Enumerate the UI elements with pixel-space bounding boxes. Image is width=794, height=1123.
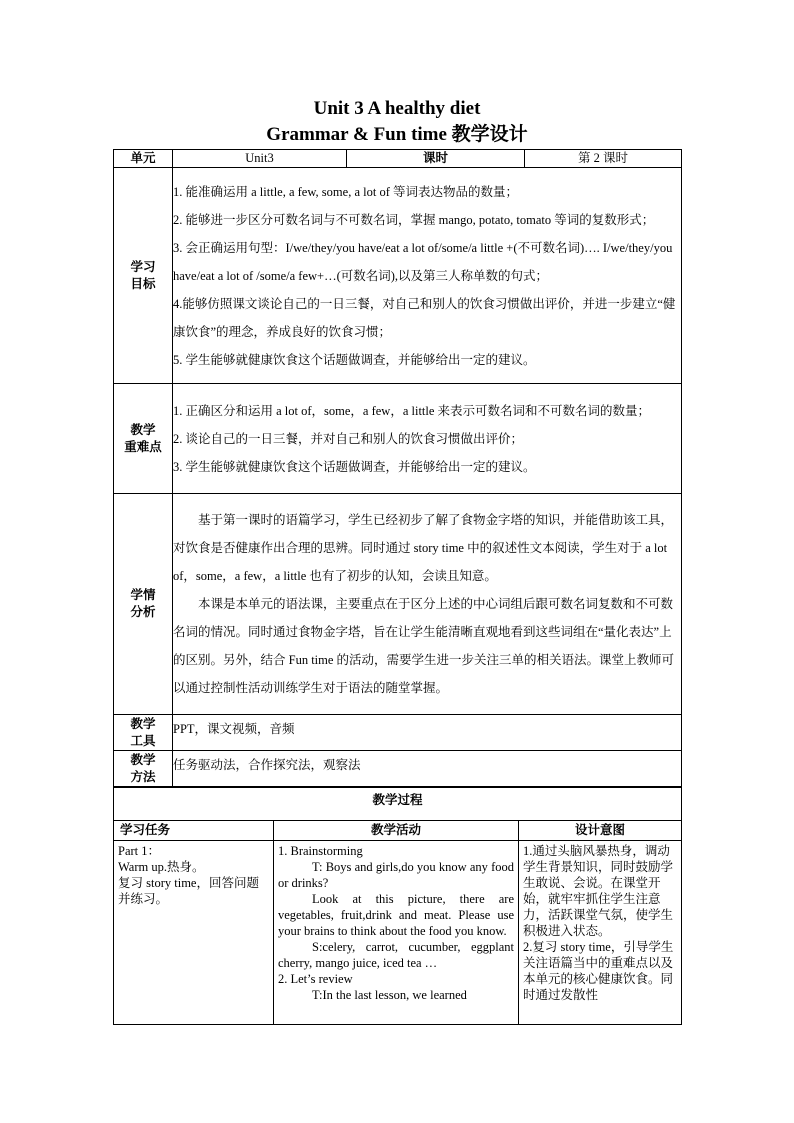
activity-line: S:celery, carrot, cucumber, eggplant cherry, mango juice, iced tea … bbox=[278, 940, 514, 970]
objective-item: 4.能够仿照课文谈论自己的一日三餐，对自己和别人的饮食习惯做出评价，并进一步建立“健康饮食”的理念，养成良好的饮食习惯； bbox=[173, 296, 676, 339]
process-table bbox=[113, 820, 682, 1025]
activities-cell bbox=[274, 841, 519, 1025]
lesson-plan-table bbox=[113, 149, 682, 787]
tools-label: 教学 工具 bbox=[114, 715, 173, 751]
activity-line: T:In the last lesson, we learned bbox=[312, 988, 467, 1002]
document-subtitle: Grammar & Fun time 教学设计 bbox=[266, 124, 528, 145]
objective-item: 5. 学生能够就健康饮食这个话题做调查，并能够给出一定的建议。 bbox=[173, 352, 536, 367]
activity-step-title: 2. Let’s review bbox=[278, 972, 353, 986]
unit-value: Unit3 bbox=[173, 150, 347, 168]
objective-item: 2. 能够进一步区分可数名词与不可数名词，掌握 mango, potato, tomato 等词的复数形式； bbox=[173, 212, 655, 227]
objectives-content bbox=[173, 168, 682, 384]
objective-item: 3. 会正确运用句型：I/we/they/you have/eat a lot of/some/a little +(不可数名词)…. I/we/they/you have/eat a lot of /some/a few+…(可数名词),以及第三人称单数的句式； bbox=[173, 240, 673, 283]
task-line: 复习 story time，回答问题并练习。 bbox=[118, 876, 259, 906]
col-activities: 教学活动 bbox=[274, 821, 519, 841]
key-points-label: 教学 重难点 bbox=[114, 384, 173, 494]
intent-paragraph: 2.复习 story time，引导学生关注语篇当中的重难点以及本单元的核心健康饮食。同时通过发散性 bbox=[523, 940, 674, 1002]
header-row bbox=[114, 150, 682, 168]
intent-cell bbox=[519, 841, 682, 1025]
process-row-part1 bbox=[114, 841, 682, 1025]
activity-step-title: 1. Brainstorming bbox=[278, 844, 363, 858]
tools-value: PPT，课文视频，音频 bbox=[173, 715, 682, 751]
key-point-item: 3. 学生能够就健康饮食这个话题做调查，并能够给出一定的建议。 bbox=[173, 459, 536, 474]
key-points-row bbox=[114, 384, 682, 494]
col-intent: 设计意图 bbox=[519, 821, 682, 841]
methods-label: 教学 方法 bbox=[114, 751, 173, 787]
analysis-row bbox=[114, 494, 682, 715]
analysis-paragraph: 本课是本单元的语法课，主要重点在于区分上述的中心词组后跟可数名词复数和不可数名词的情况。同时通过食物金字塔，旨在让学生能清晰直观地看到这些词组在“量化表达”上的区别。另外，结合 Fun time 的活动，需要学生进一步关注三单的相关语法。课堂上教师可以通过控制性活动训练学生对于语法的随堂掌握。 bbox=[173, 597, 675, 695]
period-value: 第 2 课时 bbox=[525, 150, 682, 168]
process-header-row bbox=[114, 821, 682, 841]
unit-label: 单元 bbox=[114, 150, 173, 168]
key-point-item: 2. 谈论自己的一日三餐，并对自己和别人的饮食习惯做出评价； bbox=[173, 431, 524, 446]
key-point-item: 1. 正确区分和运用 a lot of，some，a few，a little 来表示可数名词和不可数名词的数量； bbox=[173, 403, 651, 418]
intent-paragraph: 1.通过头脑风暴热身，调动学生背景知识，同时鼓励学生敢说、会说。在课堂开始，就牢牢抓住学生注意力，活跃课堂气氛，使学生积极进入状态。 bbox=[523, 844, 674, 938]
part-label: Part 1： bbox=[118, 844, 161, 858]
process-title: 教学过程 bbox=[113, 787, 682, 821]
objectives-label: 学习 目标 bbox=[114, 168, 173, 384]
activity-line: T: Boys and girls,do you know any food or drinks? bbox=[278, 860, 514, 890]
methods-row bbox=[114, 751, 682, 787]
task-line: Warm up.热身。 bbox=[118, 860, 205, 874]
analysis-paragraph: 基于第一课时的语篇学习，学生已经初步了解了食物金字塔的知识，并能借助该工具，对饮食是否健康作出合理的思辨。同时通过 story time 中的叙述性文本阅读，学生对于 a lot of，some，a few，a little 也有了初步的认知，会读且知意。 bbox=[173, 513, 674, 583]
tasks-cell bbox=[114, 841, 274, 1025]
col-tasks: 学习任务 bbox=[114, 821, 274, 841]
period-label: 课时 bbox=[347, 150, 525, 168]
key-points-content bbox=[173, 384, 682, 494]
methods-value: 任务驱动法，合作探究法，观察法 bbox=[173, 751, 682, 787]
document-title: Unit 3 A healthy diet bbox=[313, 98, 481, 119]
tools-row bbox=[114, 715, 682, 751]
objective-item: 1. 能准确运用 a little, a few, some, a lot of 等词表达物品的数量； bbox=[173, 184, 518, 199]
analysis-label: 学情 分析 bbox=[114, 494, 173, 715]
activity-line: Look at this picture, there are vegetables, fruit,drink and meat. Please use your brains to think about the food you know. bbox=[278, 892, 514, 938]
objectives-row bbox=[114, 168, 682, 384]
analysis-content bbox=[173, 494, 682, 715]
